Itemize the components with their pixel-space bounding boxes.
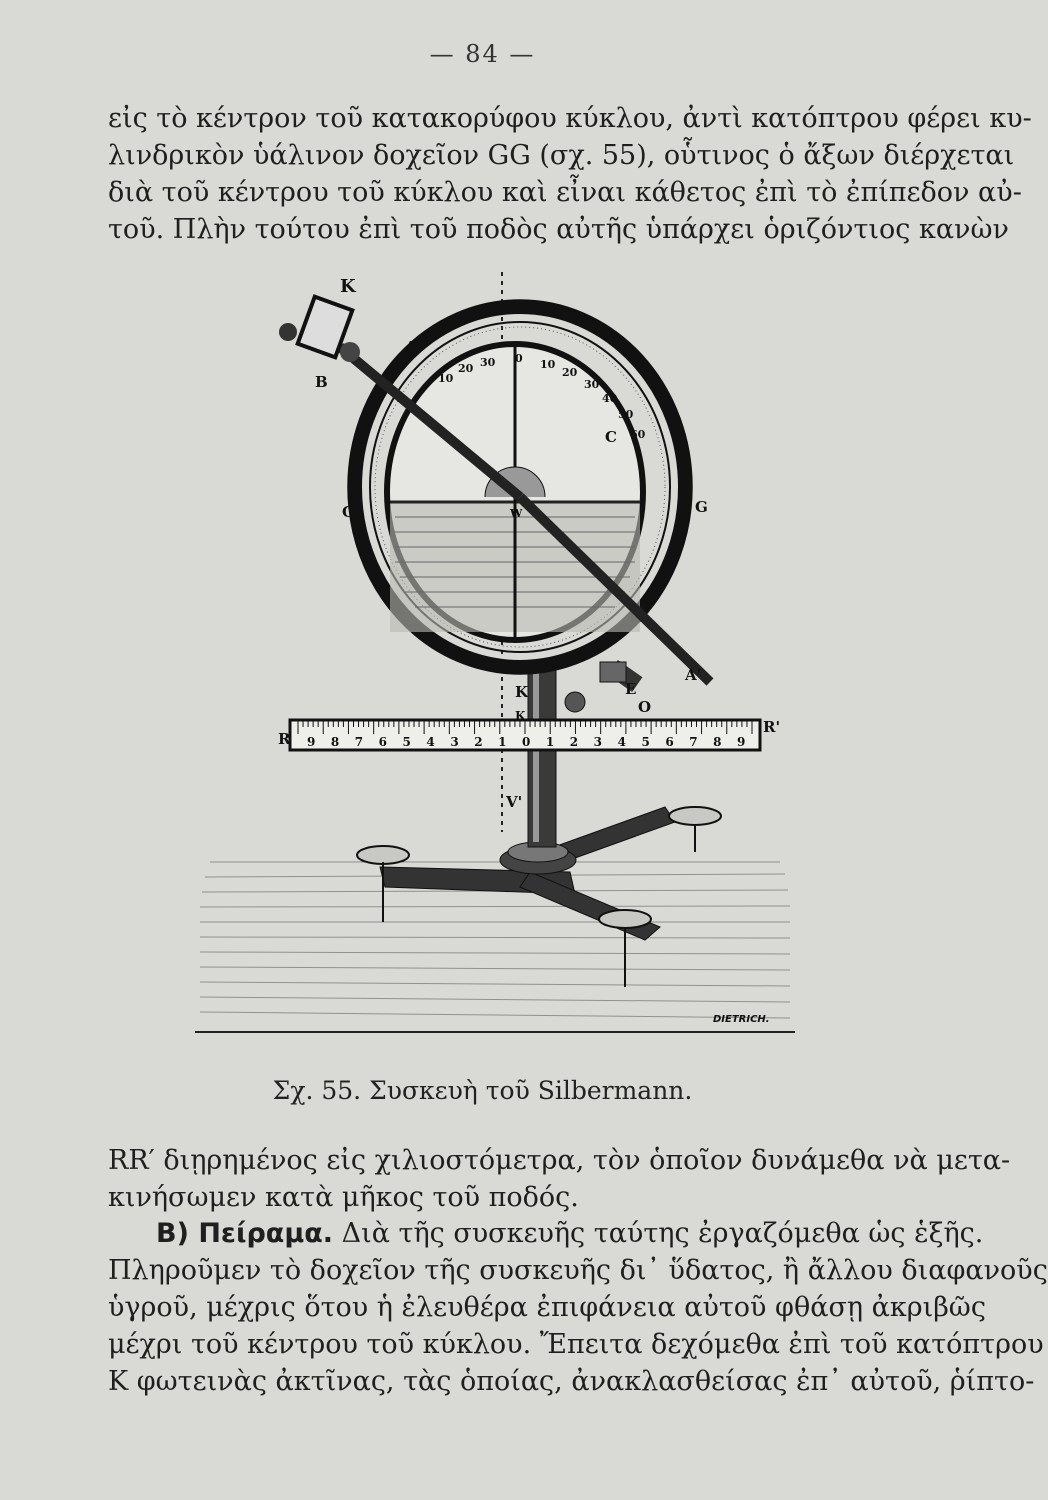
label-K-lower: K (515, 683, 529, 701)
ruler-number: 9 (306, 735, 316, 749)
text-line: Πληροῦμεν τὸ δοχεῖον τῆς συσκευῆς δι᾽ ὕδατος, ἢ ἄλλου διαφανοῦς (108, 1255, 1048, 1286)
label-V: V' (506, 793, 523, 811)
arc-number: 50 (618, 408, 634, 421)
ruler-number: 8 (330, 735, 340, 749)
text-line: RR′ διῃρημένος εἰς χιλιοστόμετρα, τὸν ὁποῖον δυνάμεθα νὰ μετα- (108, 1145, 1011, 1176)
arc-number: 0 (515, 352, 523, 365)
ruler-number: 4 (426, 735, 435, 749)
arc-number: 60 (630, 428, 646, 441)
ruler-number: 0 (522, 735, 531, 749)
pillar (528, 667, 556, 847)
arc-number: 20 (562, 366, 578, 379)
figure-caption: Σχ. 55. Συσκευὴ τοῦ Silbermann. (272, 1076, 693, 1105)
heading-line-rest: Διὰ τῆς συσκευῆς ταύτης ἐργαζόμεθα ὡς ἑξῆς. (333, 1218, 984, 1249)
ruler-number: 7 (689, 735, 698, 749)
paragraph-bottom (108, 1215, 1048, 1400)
ruler-number: 7 (354, 735, 364, 749)
ruler-number: 1 (545, 735, 555, 749)
label-W: W (510, 507, 523, 520)
ruler-number: 1 (498, 735, 507, 749)
arc-number: 30 (584, 378, 600, 391)
ruler-rr (290, 720, 760, 750)
label-R-prime: R' (763, 718, 781, 736)
label-O: O (638, 698, 652, 716)
engraver-signature: DIETRICH. (713, 1014, 770, 1025)
text-line: τοῦ. Πλὴν τούτου ἐπὶ τοῦ ποδὸς αὐτῆς ὑπάρχει ὁριζόντιος κανὼν (108, 214, 1009, 245)
ruler-number: 8 (713, 735, 722, 749)
text-line-with-heading (108, 1215, 984, 1252)
label-A-prime: A' (685, 666, 702, 684)
label-E: E (625, 680, 637, 698)
page-number: — 84 — (429, 40, 536, 68)
ruler-number: 4 (617, 735, 626, 749)
label-C: C (605, 428, 617, 446)
ruler-number: 5 (641, 735, 650, 749)
ruler-number: 9 (737, 735, 746, 749)
arc-number: 30 (480, 356, 496, 369)
experiment-heading: B) Πείραμα. (156, 1218, 334, 1249)
label-G-left: G (342, 503, 355, 521)
label-G-right: G (695, 498, 708, 516)
text-line: διὰ τοῦ κέντρου τοῦ κύκλου καὶ εἶναι κάθετος ἐπὶ τὸ ἐπίπεδον αὐ- (108, 177, 1022, 208)
ruler-number: 3 (593, 735, 603, 749)
arc-number: 40 (602, 392, 618, 405)
arc-number: 20 (458, 362, 474, 375)
ruler-number: 3 (450, 735, 459, 749)
arc-number: 10 (540, 358, 556, 371)
label-K-lower2: K (515, 709, 526, 723)
label-K: K (340, 276, 356, 297)
paragraph-middle (108, 1142, 1011, 1216)
ruler-number: 5 (402, 735, 411, 749)
text-line: λινδρικὸν ὑάλινον δοχεῖον GG (σχ. 55), οὗτινος ὁ ἄξων διέρχεται (108, 140, 1015, 171)
ruler-number: 2 (474, 735, 483, 749)
ruler-number: 6 (665, 735, 674, 749)
text-line: εἰς τὸ κέντρον τοῦ κατακορύφου κύκλου, ἀντὶ κατόπτρου φέρει κυ- (108, 103, 1032, 134)
label-A: A (405, 338, 417, 356)
ruler-number: 6 (378, 735, 387, 749)
text-line: μέχρι τοῦ κέντρου τοῦ κύκλου. Ἔπειτα δεχόμεθα ἐπὶ τοῦ κατόπτρου (108, 1329, 1044, 1360)
label-B: B (315, 373, 328, 391)
paragraph-top (108, 100, 1032, 248)
arc-number: 10 (438, 372, 454, 385)
text-line: κινήσωμεν κατὰ μῆκος τοῦ ποδός. (108, 1182, 579, 1213)
silbermann-apparatus-figure (190, 262, 800, 1062)
text-line: Κ φωτεινὰς ἀκτῖνας, τὰς ὁποίας, ἀνακλασθείσας ἐπ᾽ αὐτοῦ, ῥίπτο- (108, 1366, 1035, 1397)
text-line: ὑγροῦ, μέχρις ὅτου ἡ ἐλευθέρα ἐπιφάνεια αὐτοῦ φθάσῃ ἀκριβῶς (108, 1292, 986, 1323)
ruler-number: 2 (569, 735, 579, 749)
apparatus-engraving (190, 262, 800, 1062)
label-R: R (278, 730, 291, 748)
